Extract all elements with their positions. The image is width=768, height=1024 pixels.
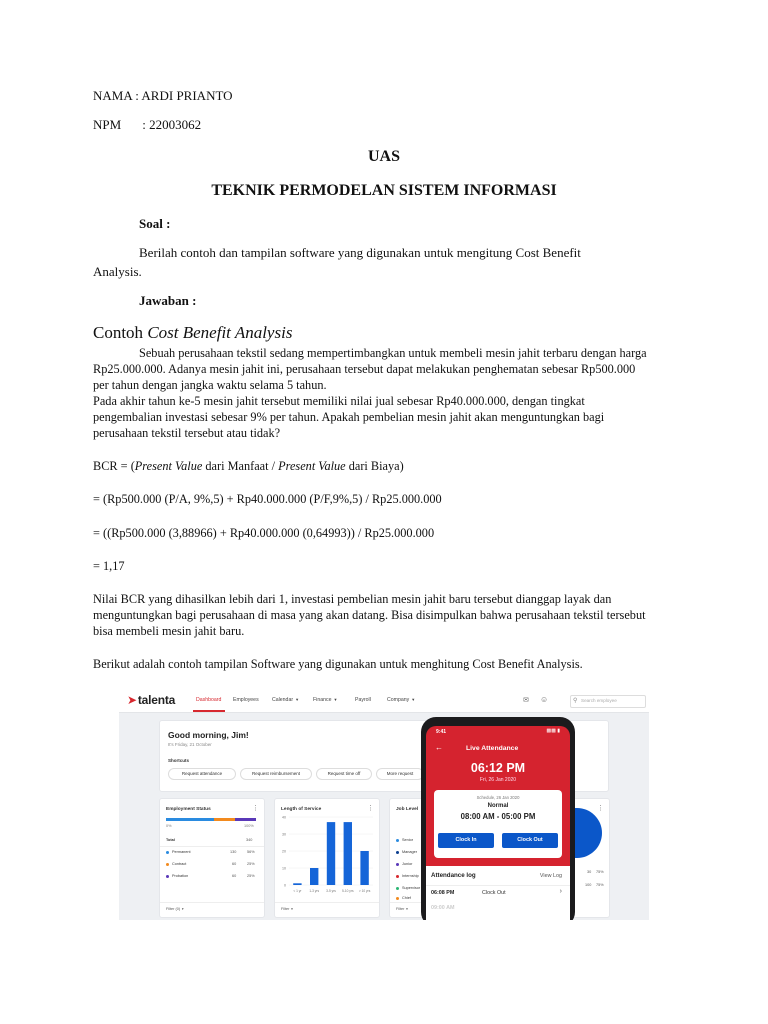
logo-chevron-icon: ➤ <box>127 693 137 707</box>
row-pct: 25% <box>247 874 255 878</box>
formula-result: = 1,17 <box>93 559 125 573</box>
nav-company-label: Company <box>387 697 410 703</box>
legend-dot <box>166 875 169 878</box>
y-tick-label: 20 <box>282 849 286 854</box>
formula-suffix: dari Biaya) <box>345 459 404 473</box>
shortcut-request-attendance[interactable]: Request attendance <box>168 768 236 780</box>
row-count: 60 <box>232 862 237 866</box>
pct-left: 0% <box>166 824 172 828</box>
formula-pv2: Present Value <box>278 459 346 473</box>
phone-screen <box>426 726 570 920</box>
y-tick-label: 0 <box>284 883 286 888</box>
shortcut-more-request[interactable]: More request <box>376 768 424 780</box>
y-tick-label: 30 <box>282 832 286 837</box>
case-line-5: pengembalian investasi sebesar 9% per tahun. Apakah pembelian mesin jahit akan menguntungkan bagi <box>93 410 605 424</box>
length-of-service-card <box>274 798 380 918</box>
legend-dot <box>166 863 169 866</box>
nav-finance[interactable] <box>313 697 337 703</box>
name-line: NAMA : ARDI PRIANTO <box>93 88 233 103</box>
formula-step-1: = (Rp500.000 (P/A, 9%,5) + Rp40.000.000 (P/F,9%,5) / Rp25.000.000 <box>93 492 442 506</box>
clock-in-button[interactable]: Clock In <box>438 833 494 848</box>
right-card-pct-2: 75% <box>596 883 604 887</box>
x-tick-label: < 1 yr <box>293 889 302 893</box>
current-date: Fri, 26 Jan 2020 <box>479 777 517 783</box>
row-count: 130 <box>230 850 237 854</box>
nav-dashboard[interactable]: Dashboard <box>196 697 222 703</box>
row-count: 60 <box>232 874 237 878</box>
logo-text: talenta <box>137 693 176 707</box>
row-contract <box>166 862 186 866</box>
formula-step-2: = ((Rp500.000 (3,88966) + Rp40.000.000 (0,64993)) / Rp25.000.000 <box>93 526 435 540</box>
employment-status-bar <box>166 818 256 821</box>
phone-mockup <box>421 717 575 920</box>
section-heading <box>93 323 292 343</box>
bar <box>327 822 335 885</box>
more-options-icon[interactable]: ⋮ <box>597 805 604 812</box>
employment-status-card <box>159 798 265 918</box>
case-line-1: Sebuah perusahaan tekstil sedang mempertimbangkan untuk membeli mesin jahit terbaru dengan harga <box>139 346 647 360</box>
npm-value: 22003062 <box>149 117 202 132</box>
chevron-down-icon: ▼ <box>405 907 409 911</box>
course-title: TEKNIK PERMODELAN SISTEM INFORMASI <box>211 182 557 199</box>
row-permanent <box>166 850 191 854</box>
employment-filter-button[interactable] <box>166 907 184 911</box>
live-attendance-title: Live Attendance <box>466 745 519 752</box>
bar-segment-probation <box>235 818 256 821</box>
right-card-value-2: 100 <box>585 883 592 887</box>
legend-dot <box>396 851 399 854</box>
shortcut-request-time-off[interactable]: Request time off <box>316 768 372 780</box>
talenta-logo <box>127 693 175 707</box>
row-probation <box>166 874 188 878</box>
shortcuts-label: Shortcuts <box>168 758 190 763</box>
shift-name: Normal <box>487 803 509 809</box>
legend-dot <box>396 887 399 890</box>
chevron-down-icon: ▼ <box>411 697 416 702</box>
bar-segment-contract <box>214 818 235 821</box>
job-label: Internship <box>402 874 419 878</box>
row-label: Probation <box>172 874 189 878</box>
pct-right: 100% <box>244 824 254 828</box>
question-text-2: Analysis. <box>93 264 142 279</box>
conclusion-line-2: menguntungkan bagi perusahaan di masa yang akan datang. Bisa disimpulkan bahwa perusahaan tekstil tersebut <box>93 608 646 622</box>
employment-status-title: Employment Status <box>166 807 211 812</box>
x-tick-label: 3-5 yrs <box>326 889 336 893</box>
schedule-label: Schedule, 26 Jan 2020 <box>476 795 520 800</box>
length-of-service-chart <box>275 813 379 903</box>
job-row-junior <box>396 862 412 866</box>
signal-battery-icon: ▩▩ ▮ <box>546 728 560 734</box>
shortcut-request-reimbursement[interactable]: Request reimbursement <box>240 768 312 780</box>
more-options-icon[interactable]: ⋮ <box>252 805 259 812</box>
bar <box>344 822 352 885</box>
formula-pv1: Present Value <box>134 459 203 473</box>
filter-label: Filter <box>281 907 290 911</box>
active-tab-indicator <box>193 710 225 712</box>
row-label: Contract <box>172 862 187 866</box>
row-pct: 25% <box>247 862 255 866</box>
conclusion-line-1: Nilai BCR yang dihasilkan lebih dari 1, investasi pembelian mesin jahit baru tersebut dianggap layak dan <box>93 592 612 606</box>
divider <box>160 902 264 903</box>
search-icon: ⚲ <box>573 698 578 704</box>
bar-segment-permanent <box>166 818 214 821</box>
y-tick-label: 40 <box>282 815 286 820</box>
divider <box>160 846 264 847</box>
log-action: Clock Out <box>482 890 506 896</box>
case-line-3: per tahun dengan jangka waktu selama 5 tahun. <box>93 378 327 392</box>
chevron-down-icon: ▼ <box>181 907 185 911</box>
job-level-title: Job Level <box>396 807 419 812</box>
back-arrow-icon[interactable]: ← <box>435 743 443 752</box>
job-row-senior <box>396 838 413 842</box>
total-label: Total <box>166 838 175 842</box>
case-line-2: Rp25.000.000. Adanya mesin jahit ini, perusahaan tersebut dapat melakukan penghematan sebesar Rp500.000 <box>93 362 636 376</box>
filter-label: Filter (0) <box>166 907 181 911</box>
greeting-title: Good morning, Jim! <box>168 730 249 740</box>
search-input[interactable] <box>570 695 646 708</box>
case-line-6: perusahaan tekstil tersebut atau tidak? <box>93 426 281 440</box>
attendance-log-title: Attendance log <box>431 872 476 879</box>
chevron-down-icon: ▼ <box>290 907 294 911</box>
nav-payroll[interactable]: Payroll <box>355 697 371 703</box>
chevron-right-icon[interactable]: › <box>559 888 562 895</box>
chevron-down-icon: ▼ <box>333 697 338 702</box>
nav-employees[interactable]: Employees <box>233 697 259 703</box>
job-label: Supervisor <box>402 886 421 890</box>
legend-dot <box>396 863 399 866</box>
view-log-link[interactable]: View Log <box>539 873 562 879</box>
name-label: NAMA <box>93 88 133 103</box>
legend-dot <box>396 839 399 842</box>
log-time-2: 09:00 AM <box>431 905 455 911</box>
formula-line <box>93 458 404 474</box>
legend-dot <box>396 875 399 878</box>
bar <box>310 868 318 885</box>
case-line-4: Pada akhir tahun ke-5 mesin jahit tersebut memiliki nilai jual sebesar Rp40.000.000, dengan tingkat <box>93 394 585 408</box>
exam-title: UAS <box>367 148 400 165</box>
status-time: 9:41 <box>436 729 447 735</box>
job-label: Junior <box>402 862 413 866</box>
answer-label: Jawaban : <box>139 293 197 308</box>
attendance-log <box>426 866 570 920</box>
right-card-value-1: 30 <box>587 870 592 874</box>
nav-company[interactable] <box>387 697 415 703</box>
filter-label: Filter <box>396 907 405 911</box>
job-row-internship <box>396 874 419 878</box>
search-placeholder: Search employee <box>581 698 617 703</box>
shift-hours: 08:00 AM - 05:00 PM <box>460 812 536 821</box>
question-label: Soal : <box>139 216 171 231</box>
total-value: 340 <box>246 838 253 842</box>
nav-calendar[interactable] <box>272 697 299 703</box>
heading-italic: Cost Benefit Analysis <box>147 323 293 342</box>
x-tick-label: > 10 yrs <box>358 889 371 893</box>
software-screenshot <box>119 690 649 920</box>
job-label: Chief <box>402 896 411 900</box>
bar <box>293 883 301 885</box>
heading-plain: Contoh <box>93 323 144 342</box>
log-time: 06:08 PM <box>431 890 455 896</box>
legend-dot <box>166 851 169 854</box>
conclusion-line-3: bisa membeli mesin jahit baru. <box>93 624 245 638</box>
job-label: Senior <box>402 838 413 842</box>
mail-icon[interactable]: ✉ <box>523 697 529 704</box>
right-card-pct-1: 75% <box>596 870 604 874</box>
avatar-icon[interactable]: ☺ <box>540 695 549 704</box>
service-filter-button[interactable] <box>281 907 293 911</box>
npm-line: NPM : 22003062 <box>93 117 202 132</box>
formula-mid: dari Manfaat / <box>202 459 279 473</box>
nav-finance-label: Finance <box>313 697 332 703</box>
job-row-chief <box>396 896 411 900</box>
chevron-down-icon: ▼ <box>295 697 300 702</box>
more-options-icon[interactable]: ⋮ <box>367 805 374 812</box>
divider <box>426 885 570 886</box>
question-text-1: Berilah contoh dan tampilan software yang digunakan untuk mengitung Cost Benefit <box>139 245 581 260</box>
x-tick-label: 1-3 yrs <box>309 889 320 893</box>
job-row-manager <box>396 850 417 854</box>
nav-calendar-label: Calendar <box>272 697 294 703</box>
npm-label: NPM <box>93 117 122 132</box>
divider <box>275 902 379 903</box>
clock-out-button[interactable]: Clock Out <box>502 833 558 848</box>
greeting-date: It's Friday, 21 October <box>168 742 212 747</box>
app-topbar <box>119 690 649 713</box>
length-of-service-title: Length of Service <box>281 807 322 812</box>
row-label: Permanent <box>172 850 191 854</box>
x-tick-label: 5-10 yrs <box>342 889 354 893</box>
current-time: 06:12 PM <box>470 761 526 775</box>
formula-prefix: BCR = ( <box>93 459 135 473</box>
name-value: ARDI PRIANTO <box>141 88 233 103</box>
y-tick-label: 10 <box>282 866 286 871</box>
job-filter-button[interactable] <box>396 907 408 911</box>
job-row-supervisor <box>396 886 420 890</box>
job-label: Manager <box>402 850 417 854</box>
bar <box>360 851 368 885</box>
row-pct: 56% <box>247 850 255 854</box>
legend-dot <box>396 897 399 900</box>
schedule-card <box>434 790 562 858</box>
software-intro: Berikut adalah contoh tampilan Software yang digunakan untuk menghitung Cost Benefit Analysis. <box>93 657 583 671</box>
